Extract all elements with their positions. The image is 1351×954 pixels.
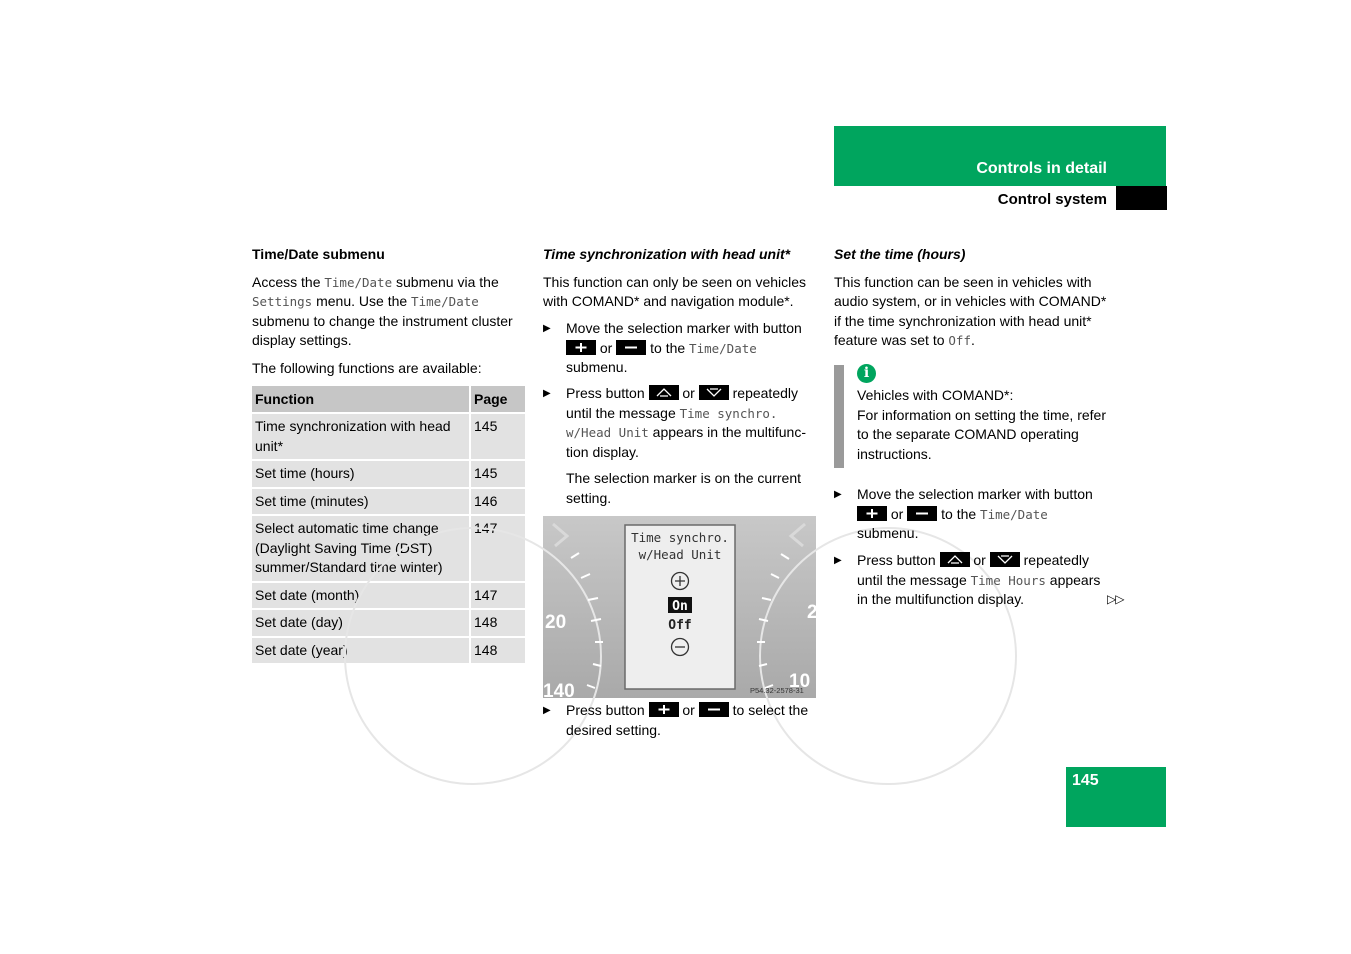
intro-paragraph <box>252 273 527 351</box>
text: Press button <box>857 552 940 568</box>
gauge-label-2: 2 <box>807 602 818 623</box>
plus-button-icon <box>649 702 679 717</box>
step-arrow-icon: ▶ <box>543 323 551 334</box>
minus-button-icon <box>699 702 729 717</box>
text: menu. Use the <box>312 293 412 309</box>
cell-page: 146 <box>470 488 525 516</box>
table-row <box>252 488 525 516</box>
down-button-icon <box>990 552 1020 567</box>
column-1 <box>252 245 527 378</box>
plus-button-icon <box>857 506 887 521</box>
text: or <box>969 552 990 568</box>
table-row <box>252 413 525 460</box>
step-2 <box>834 551 1109 610</box>
info-icon: i <box>857 364 876 383</box>
step-2 <box>543 384 818 508</box>
cell-page: 147 <box>470 515 525 582</box>
up-button-icon <box>649 385 679 400</box>
section-title: Controls in detail <box>976 160 1107 177</box>
header-tab <box>1116 186 1167 210</box>
cell-function: Set time (hours) <box>252 460 470 488</box>
available-text: The following functions are available: <box>252 359 482 376</box>
display-message: Time synchro. w/Head Unit <box>566 405 778 440</box>
cell-page: 148 <box>470 609 525 637</box>
cell-function: Time synchronization with head unit* <box>252 413 470 460</box>
info-bar <box>834 365 844 468</box>
text: to the <box>937 505 981 522</box>
functions-table <box>252 386 525 663</box>
cell-page: 148 <box>470 637 525 664</box>
text: Access the <box>252 273 325 290</box>
text: Move the selection marker with button <box>857 486 1093 502</box>
step-arrow-icon: ▶ <box>834 555 842 566</box>
text: Press button <box>566 385 649 401</box>
display-message: Off <box>948 333 971 348</box>
table-row <box>252 637 525 664</box>
display-line-1: Time synchro. <box>631 530 729 545</box>
text: submenu to change the instrument cluster display settings. <box>252 312 513 348</box>
minus-button-icon <box>907 506 937 521</box>
display-option-on: On <box>672 599 688 614</box>
text: submenu. <box>566 359 628 375</box>
page-number: 145 <box>1072 772 1099 789</box>
text: repeatedly until the message <box>857 552 1090 588</box>
text: to the <box>646 339 690 356</box>
heading-time-date-submenu: Time/Date submenu <box>252 246 385 262</box>
cell-function: Set date (month) <box>252 582 470 610</box>
text: or <box>678 702 699 718</box>
text: Move the selection marker with button <box>566 320 802 336</box>
table-row <box>252 582 525 610</box>
display-message: Time/Date <box>980 506 1048 522</box>
display-message: Time/Date <box>689 340 757 356</box>
display-line-2: w/Head Unit <box>638 547 722 562</box>
text: Press button <box>566 702 649 718</box>
step-arrow-icon: ▶ <box>543 705 551 716</box>
gauge-label-20: 20 <box>545 612 567 633</box>
text: repeatedly until the message <box>566 385 799 421</box>
column-header-function: Function <box>252 386 470 413</box>
text: . <box>970 332 975 348</box>
column-3 <box>834 245 1109 351</box>
up-button-icon <box>940 552 970 567</box>
text: This function can be seen in vehicles with audio system, or in vehicles with COMAND* if the time synchronization with head unit* feature was set to <box>834 273 1107 348</box>
text: to select the desired setting. <box>566 702 809 738</box>
step-1 <box>834 485 1109 544</box>
down-button-icon <box>699 385 729 400</box>
gauge-label-140: 140 <box>543 681 575 702</box>
display-message: Time/Date <box>324 274 393 290</box>
info-text: Vehicles with COMAND*: For information on setting the time, refer to the separate COMAND operating instructions. <box>857 387 1106 462</box>
table-row <box>252 460 525 488</box>
text: submenu. <box>857 525 919 541</box>
cell-function: Select automatic time change (Daylight Saving Time (DST) summer/Standard time winter) <box>252 515 470 582</box>
display-message: Settings <box>252 294 313 309</box>
text: appears in the multifunc-tion display. <box>566 424 806 460</box>
instrument-cluster-image <box>543 516 818 702</box>
minus-button-icon <box>616 340 646 355</box>
intro-paragraph: This function can only be seen on vehicles with COMAND* and navigation module*. <box>543 273 807 309</box>
text: or <box>887 505 908 522</box>
display-option-off: Off <box>668 618 692 633</box>
cell-function: Set date (year) <box>252 637 470 664</box>
heading-set-time-hours: Set the time (hours) <box>834 246 966 262</box>
table-row <box>252 609 525 637</box>
step-3 <box>543 701 818 740</box>
display-message: Time/Date <box>411 294 479 309</box>
cell-function: Set time (minutes) <box>252 488 470 516</box>
cell-page: 147 <box>470 582 525 610</box>
subsection-title: Control system <box>997 191 1107 208</box>
intro-paragraph <box>834 273 1109 351</box>
step-arrow-icon: ▶ <box>834 489 842 500</box>
cell-page: 145 <box>470 413 525 460</box>
continued-icon: ▷▷ <box>1107 592 1124 606</box>
text: submenu via the <box>392 273 499 290</box>
plus-button-icon <box>566 340 596 355</box>
table-row <box>252 515 525 582</box>
text: appears in the multifunction display. <box>857 571 1101 607</box>
image-reference: P54.32-2578-31 <box>750 686 804 695</box>
table-header-row <box>252 386 525 413</box>
text: or <box>678 385 699 401</box>
step-arrow-icon: ▶ <box>543 388 551 399</box>
step-1 <box>543 319 818 378</box>
text: or <box>596 339 617 356</box>
column-2 <box>543 245 818 312</box>
gauge-label-10: 10 <box>789 671 811 692</box>
column-header-page: Page <box>470 386 525 413</box>
heading-time-synchronization: Time synchronization with head unit* <box>543 246 791 262</box>
cell-page: 145 <box>470 460 525 488</box>
cell-function: Set date (day) <box>252 609 470 637</box>
note-selection-marker: The selection marker is on the current setting. <box>566 470 801 506</box>
display-message: Time Hours <box>970 572 1046 588</box>
